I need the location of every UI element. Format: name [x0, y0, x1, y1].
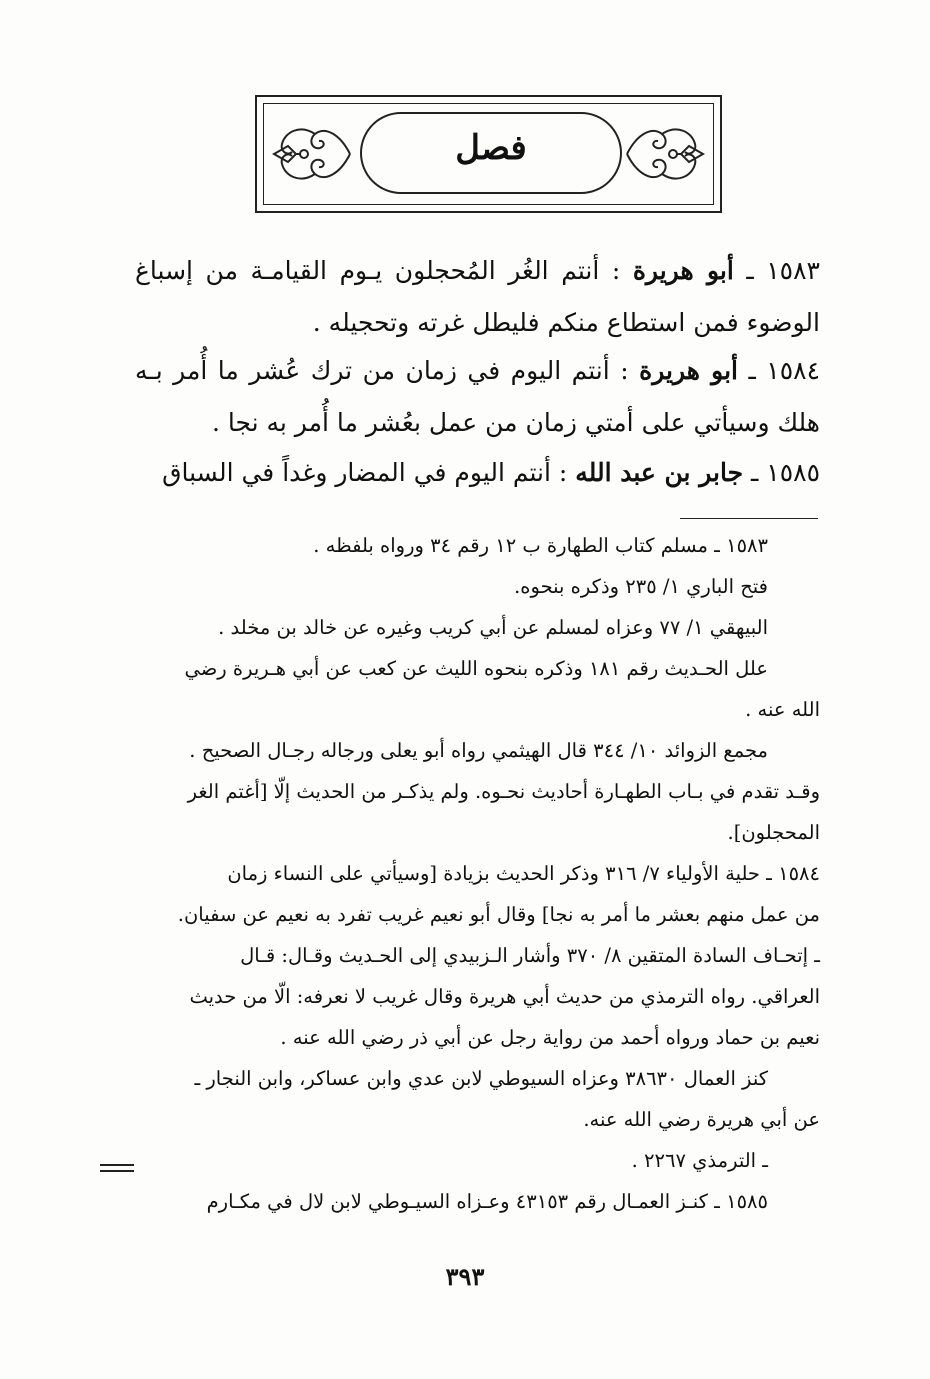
hadith-number: ١٥٨٣ ـ — [746, 256, 820, 285]
hadith-1584 — [135, 345, 820, 449]
hadith-number: ١٥٨٥ ـ — [751, 458, 820, 487]
section-title: فصل — [455, 128, 527, 168]
footnote-line: علل الحـديث رقم ١٨١ وذكره بنحوه الليث عن كعب عن أبي هـريرة رضي — [184, 657, 768, 680]
footnote-line: وقـد تقدم في بـاب الطهـارة أحاديث نحـوه. ولم يذكـر من الحديث إلّا [أغتم الغر — [187, 780, 820, 803]
footnote-line: كنز العمال ٣٨٦٣٠ وعزاه السيوطي لابن عدي وابن عساكر، وابن النجار ـ — [194, 1067, 768, 1090]
footnote-separator — [680, 518, 818, 519]
footnote-line: المحجلون]. — [727, 821, 820, 844]
hadith-1583 — [135, 245, 820, 349]
footnote-line: الله عنه . — [745, 698, 820, 721]
header-inner-border — [263, 103, 714, 205]
hadith-narrator: أبو هريرة — [632, 256, 734, 285]
footnotes — [135, 525, 820, 1222]
arabesque-ornament-icon — [270, 114, 356, 194]
footnote-line: ١٥٨٣ ـ مسلم كتاب الطهارة ب ١٢ رقم ٣٤ ورواه بلفظه . — [313, 534, 768, 557]
footnote-line: نعيم بن حماد ورواه أحمد من رواية رجل عن أبي ذر رضي الله عنه . — [280, 1026, 820, 1049]
footnote-line: البيهقي ١/ ٧٧ وعزاه لمسلم عن أبي كريب وغيره عن خالد بن مخلد . — [218, 616, 768, 639]
footnote-line: العراقي. رواه الترمذي من حديث أبي هريرة وقال غريب لا نعرفه: الّا من حديث — [189, 985, 820, 1008]
footnote-line: فتح الباري ١/ ٢٣٥ وذكره بنحوه. — [514, 575, 768, 598]
hadith-text: : أنتم اليوم في المضار وغداً في السباق — [162, 458, 568, 487]
footnote-line: عن أبي هريرة رضي الله عنه. — [583, 1108, 820, 1131]
footnote-line: ١٥٨٥ ـ كنـز العمـال رقم ٤٣١٥٣ وعـزاه السيـوطي لابن لال في مكـارم — [206, 1190, 768, 1213]
hadith-number: ١٥٨٤ ـ — [748, 356, 821, 385]
hadith-narrator: جابر بن عبد الله — [575, 458, 744, 487]
footnote-line: من عمل منهم بعشر ما أمر به نجا] وقال أبو نعيم غريب تفرد به نعيم عن سفيان. — [177, 903, 820, 926]
hadith-text: : أنتم الغُر المُحجلون يـوم القيامـة من إسباغ الوضوء فمن استطاع منكم فليطل غرته وتحجيله . — [135, 256, 820, 337]
continuation-mark-icon — [100, 1162, 134, 1174]
page-number: ٣٩٣ — [445, 1262, 485, 1291]
hadith-text: : أنتم اليوم في زمان من ترك عُشر ما أُمر بـه هلك وسيأتي على أمتي زمان من عمل بعُشر ما أُمر به نجا . — [135, 356, 820, 437]
hadith-narrator: أبو هريرة — [639, 356, 738, 385]
footnote-line: ـ إتحـاف السادة المتقين ٨/ ٣٧٠ وأشار الـزبيدي إلى الحـديث وقـال: قـال — [240, 944, 820, 967]
footnote-line: ١٥٨٤ ـ حلية الأولياء ٧/ ٣١٦ وذكر الحديث بزيادة [وسيأتي على النساء زمان — [227, 862, 820, 885]
section-header-frame — [255, 95, 722, 213]
footnote-line: ـ الترمذي ٢٢٦٧ . — [631, 1149, 768, 1172]
footnote-line: مجمع الزوائد ١٠/ ٣٤٤ قال الهيثمي رواه أبو يعلى ورجاله رجـال الصحيح . — [189, 739, 768, 762]
title-cartouche — [360, 112, 622, 194]
hadith-1585 — [135, 447, 820, 499]
arabesque-ornament-icon — [621, 114, 707, 194]
